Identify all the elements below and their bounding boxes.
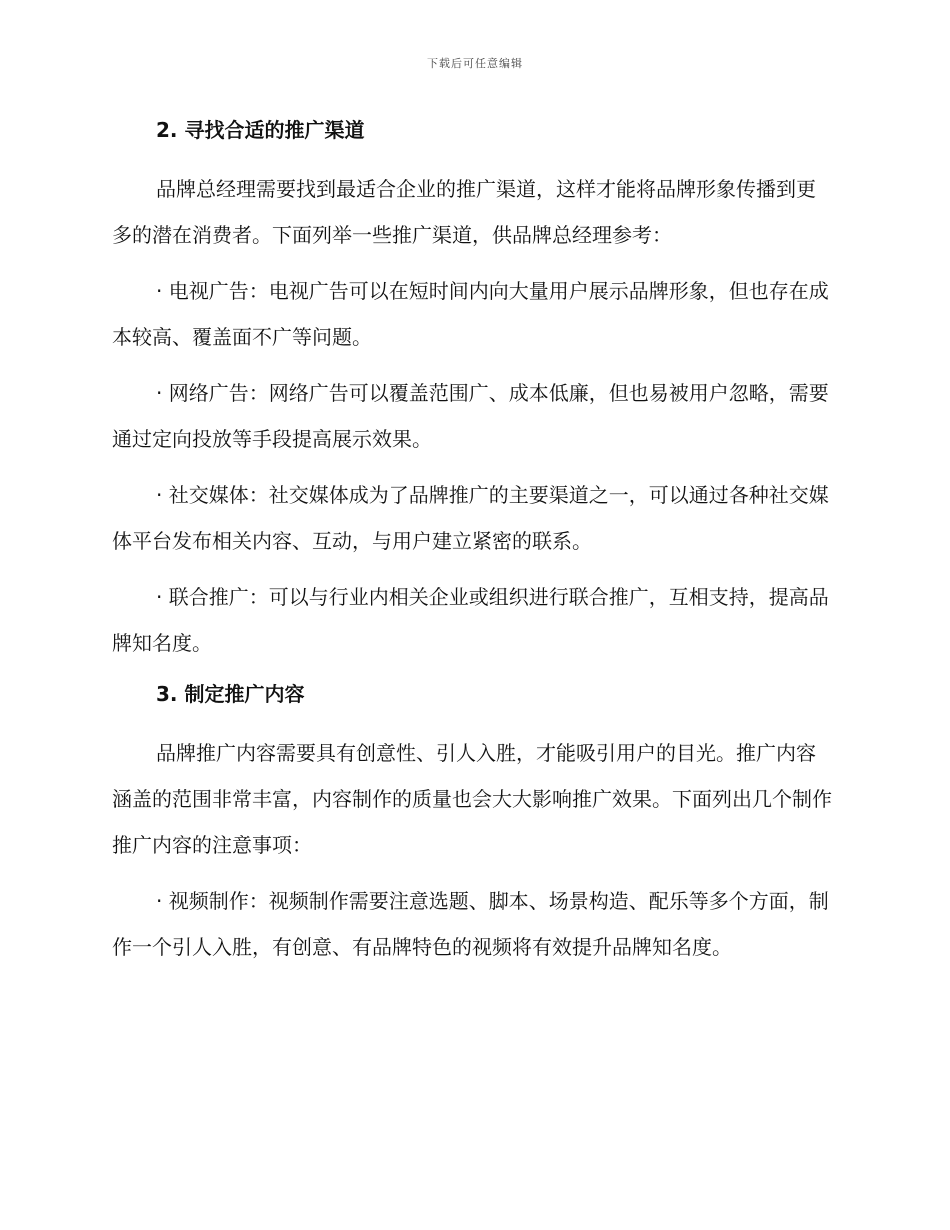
list-item-social-media: · 社交媒体：社交媒体成为了品牌推广的主要渠道之一，可以通过各种社交媒体平台发布相关内容、互动，与用户建立紧密的联系。 [112,483,829,553]
list-item-online-ads: · 网络广告：网络广告可以覆盖范围广、成本低廉，但也易被用户忽略，需要通过定向投放等手段提高展示效果。 [112,381,829,451]
list-item-tv-ads: · 电视广告：电视广告可以在短时间内向大量用户展示品牌形象，但也存在成本较高、覆盖面不广等问题。 [112,279,829,349]
section-2-heading: 2. 寻找合适的推广渠道 [156,118,365,142]
section-2-intro: 品牌总经理需要找到最适合企业的推广渠道，这样才能将品牌形象传播到更多的潜在消费者。下面列举一些推广渠道，供品牌总经理参考： [112,177,816,247]
section-3-heading: 3. 制定推广内容 [156,682,305,706]
section-3-intro: 品牌推广内容需要具有创意性、引人入胜，才能吸引用户的目光。推广内容涵盖的范围非常丰富，内容制作的质量也会大大影响推广效果。下面列出几个制作推广内容的注意事项： [112,741,832,857]
document-body [112,112,832,980]
list-item-video-production: · 视频制作：视频制作需要注意选题、脚本、场景构造、配乐等多个方面，制作一个引人入胜，有创意、有品牌特色的视频将有效提升品牌知名度。 [112,889,829,959]
list-item-joint-promotion: · 联合推广：可以与行业内相关企业或组织进行联合推广，互相支持，提高品牌知名度。 [112,585,829,655]
header-note: 下载后可任意编辑 [427,57,523,70]
